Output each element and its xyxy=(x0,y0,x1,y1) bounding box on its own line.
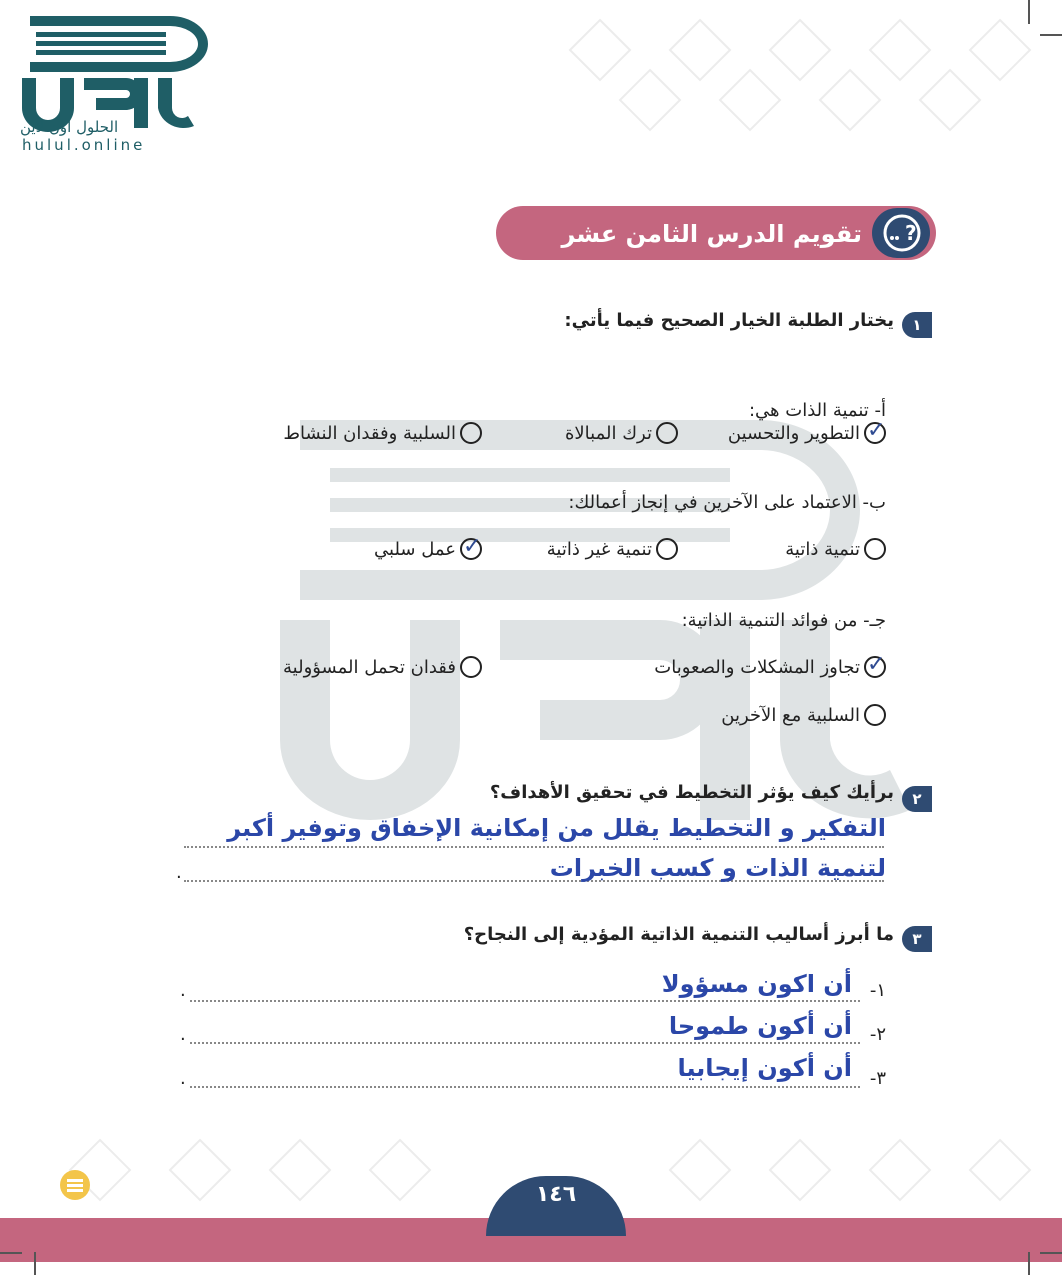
option-1c-1[interactable] xyxy=(654,652,886,678)
option-1b-1[interactable] xyxy=(785,538,886,560)
radio-checked-icon: ✓ xyxy=(864,656,886,678)
line-end-period: . xyxy=(180,980,186,1001)
option-1a-2[interactable] xyxy=(565,422,678,444)
option-label: التطوير والتحسين xyxy=(727,422,860,444)
question-2-text: برأيك كيف يؤثر التخطيط في تحقيق الأهداف؟ xyxy=(489,782,894,803)
option-label: فقدان تحمل المسؤولية xyxy=(283,656,456,678)
line-end-period: . xyxy=(180,1068,186,1089)
question-1a-label: أ- تنمية الذات هي: xyxy=(748,400,886,421)
option-label: السلبية مع الآخرين xyxy=(721,704,860,726)
line-end-period: . xyxy=(180,1024,186,1045)
option-1b-3[interactable] xyxy=(374,534,482,560)
radio-icon xyxy=(460,422,482,444)
question-3-answer-1[interactable]: أن اكون مسؤولا xyxy=(661,970,852,998)
option-1a-1[interactable] xyxy=(727,418,886,444)
option-label: تجاوز المشكلات والصعوبات xyxy=(654,656,860,678)
radio-icon xyxy=(460,656,482,678)
question-1-text: يختار الطلبة الخيار الصحيح فيما يأتي: xyxy=(564,310,894,331)
option-label: تنمية غير ذاتية xyxy=(546,538,652,560)
radio-checked-icon: ✓ xyxy=(460,538,482,560)
answer-line xyxy=(190,1000,860,1002)
radio-checked-icon: ✓ xyxy=(864,422,886,444)
crop-mark xyxy=(1028,0,1030,24)
question-3-answer-2[interactable]: أن أكون طموحا xyxy=(668,1012,852,1040)
option-1c-3[interactable] xyxy=(721,704,886,726)
option-label: ترك المبالاة xyxy=(564,422,652,444)
radio-icon xyxy=(864,538,886,560)
question-1c-label: جـ- من فوائد التنمية الذاتية: xyxy=(681,610,886,631)
question-3-text: ما أبرز أساليب التنمية الذاتية المؤدية إلى النجاح؟ xyxy=(463,924,894,945)
line-end-period: . xyxy=(176,862,182,883)
crop-mark xyxy=(1040,34,1062,36)
question-3-answer-3[interactable]: أن أكون إيجابيا xyxy=(677,1054,852,1082)
answer-line xyxy=(190,1042,860,1044)
option-1b-2[interactable] xyxy=(547,538,678,560)
radio-icon xyxy=(864,704,886,726)
svg-text:?: ? xyxy=(905,221,917,245)
answer-2-number: ٢- xyxy=(869,1024,886,1045)
question-head-icon xyxy=(872,208,930,258)
crop-mark xyxy=(34,1252,36,1275)
option-label: السلبية وفقدان النشاط xyxy=(283,422,456,444)
answer-3-number: ٣- xyxy=(869,1068,886,1089)
question-2-answer-line-1[interactable]: التفكير و التخطيط يقلل من إمكانية الإخفاق وتوفير أكبر xyxy=(227,814,886,842)
crop-mark xyxy=(1028,1252,1030,1275)
answer-1-number: ١- xyxy=(869,980,886,1001)
logo-arabic-text: الحلول اون لاين xyxy=(20,118,119,136)
option-1a-3[interactable] xyxy=(283,422,482,444)
crop-mark xyxy=(1040,1252,1062,1254)
question-3-badge: ٣ xyxy=(902,926,932,952)
option-label: تنمية ذاتية xyxy=(785,538,860,560)
question-2-answer-line-2[interactable]: لتنمية الذات و كسب الخبرات xyxy=(549,854,886,882)
coin-icon xyxy=(58,1168,92,1202)
answer-line xyxy=(190,1086,860,1088)
radio-icon xyxy=(656,422,678,444)
question-2-badge: ٢ xyxy=(902,786,932,812)
option-1c-2[interactable] xyxy=(283,656,482,678)
answer-line xyxy=(184,846,884,848)
question-1-badge: ١ xyxy=(902,312,932,338)
logo-english-text: hulul.online xyxy=(22,136,146,154)
question-1b-label: ب- الاعتماد على الآخرين في إنجاز أعمالك: xyxy=(568,492,886,513)
radio-icon xyxy=(656,538,678,560)
page-number: ١٤٦ xyxy=(535,1182,577,1207)
crop-mark xyxy=(0,1252,22,1254)
lesson-header-title: تقويم الدرس الثامن عشر xyxy=(561,220,862,248)
option-label: عمل سلبي xyxy=(374,538,456,560)
